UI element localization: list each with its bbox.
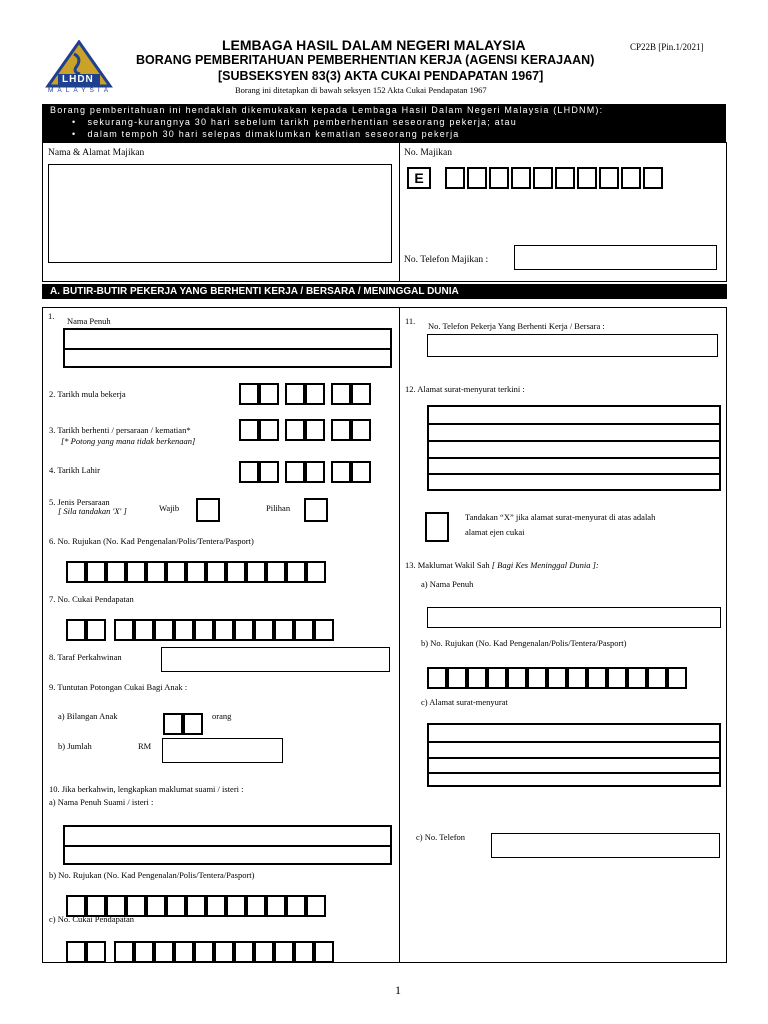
cell[interactable]	[607, 667, 627, 689]
cell[interactable]	[66, 619, 86, 641]
cell[interactable]	[599, 167, 619, 189]
cell[interactable]	[206, 895, 226, 917]
cell[interactable]	[239, 419, 259, 441]
cell[interactable]	[183, 713, 203, 735]
q8-marital-status-field[interactable]	[161, 647, 390, 672]
employer-name-address-field[interactable]	[48, 164, 392, 263]
employer-divider	[399, 143, 400, 281]
cell[interactable]	[86, 619, 106, 641]
notice-banner	[42, 104, 726, 142]
cell[interactable]	[547, 667, 567, 689]
q5-wajib-label: Wajib	[159, 503, 180, 513]
cell[interactable]	[533, 167, 553, 189]
cell[interactable]	[467, 167, 487, 189]
cell[interactable]	[226, 561, 246, 583]
q13d-label: c) No. Telefon	[416, 832, 466, 842]
q4-label: 4. Tarikh Lahir	[49, 465, 100, 475]
q12-label: 12. Alamat surat-menyurat terkini :	[405, 384, 525, 394]
q3-label: 3. Tarikh berhenti / persaraan / kematian*	[49, 425, 191, 435]
cell[interactable]	[587, 667, 607, 689]
cell[interactable]	[274, 619, 294, 641]
cell[interactable]	[314, 619, 334, 641]
cell[interactable]	[286, 895, 306, 917]
q1-number: 1.	[48, 311, 55, 321]
q13-text: 13. Maklumat Wakil Sah	[405, 560, 490, 570]
q13c-address-field[interactable]	[427, 723, 721, 787]
cell[interactable]	[206, 561, 226, 583]
cell[interactable]	[154, 941, 174, 963]
cell[interactable]	[643, 167, 663, 189]
q12-tick-label-2: alamat ejen cukai	[465, 527, 525, 537]
cell[interactable]	[254, 619, 274, 641]
cell[interactable]	[627, 667, 647, 689]
cell[interactable]	[86, 941, 106, 963]
q3-end-date-cells[interactable]	[239, 419, 371, 441]
cell[interactable]	[246, 561, 266, 583]
q9a-unit: orang	[212, 711, 232, 721]
cell[interactable]	[427, 667, 447, 689]
cell[interactable]	[305, 419, 325, 441]
notice-bullet-2: • dalam tempoh 30 hari selepas dimaklumkan kematian seseorang pekerja	[72, 129, 460, 139]
q13b-label: b) No. Rujukan (No. Kad Pengenalan/Polis/Tentera/Pasport)	[421, 638, 627, 648]
cell[interactable]	[166, 895, 186, 917]
q9b-amount-field[interactable]	[162, 738, 283, 763]
cell[interactable]	[527, 667, 547, 689]
q9a-label: a) Bilangan Anak	[58, 711, 118, 721]
cell[interactable]	[259, 383, 279, 405]
cell[interactable]	[487, 667, 507, 689]
cell[interactable]	[667, 667, 687, 689]
cell[interactable]	[146, 561, 166, 583]
form-subtitle: [SUBSEKSYEN 83(3) AKTA CUKAI PENDAPATAN 1967]	[218, 69, 544, 83]
q11-label: No. Telefon Pekerja Yang Berhenti Kerja / Bersara :	[428, 321, 605, 331]
q11-employee-tel-field[interactable]	[427, 334, 718, 357]
q3-note	[61, 436, 195, 446]
notice-line: Borang pemberitahuan ini hendaklah dikemukakan kepada Lembaga Hasil Dalam Negeri Malaysia (LHDNM):	[50, 105, 604, 115]
cell[interactable]	[174, 941, 194, 963]
cell[interactable]	[254, 941, 274, 963]
page-number: 1	[395, 983, 401, 997]
q1-label: Nama Penuh	[67, 316, 111, 326]
cell[interactable]	[285, 383, 305, 405]
q3-note-text: [* Potong yang mana tidak berkenaan]	[61, 436, 196, 446]
q13c-label: c) Alamat surat-menyurat	[421, 697, 508, 707]
cell[interactable]	[331, 419, 351, 441]
q13-note: [ Bagi Kes Meninggal Dunia ]:	[491, 560, 599, 570]
cell[interactable]	[214, 941, 234, 963]
cell[interactable]	[86, 561, 106, 583]
q5-label: 5. Jenis Persaraan	[49, 497, 110, 507]
q1-full-name-field[interactable]	[63, 328, 392, 368]
e-prefix: E	[414, 170, 424, 186]
cell[interactable]	[114, 619, 134, 641]
q10c-tax-number-cells[interactable]	[114, 941, 334, 963]
q8-label: 8. Taraf Perkahwinan	[49, 652, 122, 662]
q7-tax-prefix-cells[interactable]	[66, 619, 106, 641]
q10a-label: a) Nama Penuh Suami / isteri :	[49, 797, 154, 807]
cell[interactable]	[246, 895, 266, 917]
q10-label: 10. Jika berkahwin, lengkapkan maklumat suami / isteri :	[49, 784, 244, 794]
agency-title: LEMBAGA HASIL DALAM NEGERI MALAYSIA	[222, 37, 526, 53]
q7-tax-number-cells[interactable]	[114, 619, 334, 641]
cell[interactable]	[166, 561, 186, 583]
cell[interactable]	[577, 167, 597, 189]
q13a-name-field[interactable]	[427, 607, 721, 628]
cell[interactable]	[194, 941, 214, 963]
cell[interactable]	[445, 167, 465, 189]
cell[interactable]	[186, 895, 206, 917]
cell[interactable]	[351, 383, 371, 405]
q6-reference-cells[interactable]	[66, 561, 326, 583]
cell[interactable]	[106, 561, 126, 583]
cell[interactable]	[351, 419, 371, 441]
cell[interactable]	[146, 895, 166, 917]
form-title: BORANG PEMBERITAHUAN PEMBERHENTIAN KERJA (AGENSI KERAJAAN)	[136, 53, 595, 67]
cell[interactable]	[266, 561, 286, 583]
cell[interactable]	[351, 461, 371, 483]
cell[interactable]	[507, 667, 527, 689]
form-legal-note: Borang ini ditetapkan di bawah seksyen 152 Akta Cukai Pendapatan 1967	[235, 85, 487, 95]
notice-bullet-1: • sekurang-kurangnya 30 hari sebelum tarikh pemberhentian seseorang pekerja; atau	[72, 117, 517, 127]
q11-number: 11.	[405, 316, 416, 326]
cell[interactable]	[285, 461, 305, 483]
q2-label: 2. Tarikh mula bekerja	[49, 389, 126, 399]
cell[interactable]	[555, 167, 575, 189]
cell[interactable]	[114, 941, 134, 963]
cell[interactable]	[66, 561, 86, 583]
cell[interactable]	[266, 895, 286, 917]
q10a-spouse-name-field[interactable]	[63, 825, 392, 865]
lhdn-logo	[44, 40, 114, 96]
employer-no-cells[interactable]	[445, 167, 663, 189]
cell[interactable]	[174, 619, 194, 641]
q9a-children-cells[interactable]	[163, 713, 203, 735]
q12-tick-label: Tandakan “X” jika alamat surat-menyurat di atas adalah	[465, 512, 656, 522]
cell[interactable]	[511, 167, 531, 189]
cell[interactable]	[567, 667, 587, 689]
logo-text: LHDN	[62, 74, 94, 85]
cell[interactable]	[305, 383, 325, 405]
form-code: CP22B [Pin.1/2021]	[630, 42, 704, 52]
q9b-currency: RM	[138, 741, 152, 751]
employer-tel-label: No. Telefon Majikan :	[404, 255, 489, 265]
q5-wajib-checkbox[interactable]	[196, 498, 220, 522]
q9b-label: b) Jumlah	[58, 741, 92, 751]
cell[interactable]	[259, 419, 279, 441]
q13-label	[405, 560, 599, 570]
cell[interactable]	[621, 167, 641, 189]
cell[interactable]	[294, 941, 314, 963]
employer-e-prefix-box	[407, 167, 431, 189]
cell[interactable]	[489, 167, 509, 189]
logo-subtext: MALAYSIA	[48, 87, 113, 94]
employer-name-label: Nama & Alamat Majikan	[48, 148, 145, 158]
q5-pilihan-checkbox[interactable]	[304, 498, 328, 522]
cell[interactable]	[239, 383, 259, 405]
cell[interactable]	[331, 461, 351, 483]
cell[interactable]	[286, 561, 306, 583]
q6-label: 6. No. Rujukan (No. Kad Pengenalan/Polis/Tentera/Pasport)	[49, 536, 254, 546]
cell[interactable]	[467, 667, 487, 689]
q5-note-text: [ Sila tandakan 'X' ]	[58, 506, 127, 516]
q2-start-date-cells[interactable]	[239, 383, 371, 405]
q13b-reference-cells[interactable]	[427, 667, 687, 689]
q5-pilihan-label: Pilihan	[266, 503, 291, 513]
cell[interactable]	[294, 619, 314, 641]
q10b-label: b) No. Rujukan (No. Kad Pengenalan/Polis/Tentera/Pasport)	[49, 870, 255, 880]
cell[interactable]	[186, 561, 206, 583]
q7-label: 7. No. Cukai Pendapatan	[49, 594, 134, 604]
q13a-label: a) Nama Penuh	[421, 579, 474, 589]
cell[interactable]	[239, 461, 259, 483]
cell[interactable]	[194, 619, 214, 641]
q13d-tel-field[interactable]	[491, 833, 720, 858]
cell[interactable]	[154, 619, 174, 641]
cell[interactable]	[163, 713, 183, 735]
cell[interactable]	[134, 941, 154, 963]
cell[interactable]	[285, 419, 305, 441]
q12-tax-agent-checkbox[interactable]	[425, 512, 449, 542]
cell[interactable]	[214, 619, 234, 641]
cell[interactable]	[274, 941, 294, 963]
cell[interactable]	[647, 667, 667, 689]
cell[interactable]	[306, 561, 326, 583]
cell[interactable]	[447, 667, 467, 689]
q12-address-field[interactable]	[427, 405, 721, 491]
q9-label: 9. Tuntutan Potongan Cukai Bagi Anak :	[49, 682, 188, 692]
section-a-divider	[399, 308, 400, 962]
q5-note	[58, 506, 127, 516]
q4-birth-date-cells[interactable]	[239, 461, 371, 483]
cell[interactable]	[331, 383, 351, 405]
cell[interactable]	[234, 619, 254, 641]
cell[interactable]	[226, 895, 246, 917]
cell[interactable]	[305, 461, 325, 483]
cell[interactable]	[306, 895, 326, 917]
cell[interactable]	[314, 941, 334, 963]
section-a-title: A. BUTIR-BUTIR PEKERJA YANG BERHENTI KERJA / BERSARA / MENINGGAL DUNIA	[42, 284, 727, 299]
cell[interactable]	[134, 619, 154, 641]
cell[interactable]	[234, 941, 254, 963]
employer-no-label: No. Majikan	[404, 148, 453, 158]
q10c-label: c) No. Cukai Pendapatan	[49, 914, 134, 924]
q10c-tax-prefix-cells[interactable]	[66, 941, 106, 963]
cell[interactable]	[126, 561, 146, 583]
cell[interactable]	[66, 941, 86, 963]
employer-tel-field[interactable]	[514, 245, 717, 270]
cell[interactable]	[259, 461, 279, 483]
